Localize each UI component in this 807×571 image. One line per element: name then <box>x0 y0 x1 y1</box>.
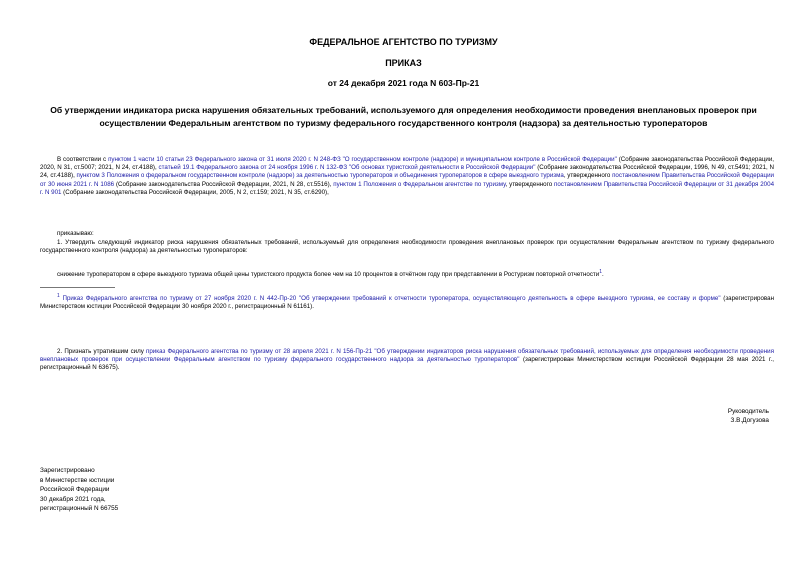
preamble-text: (Собрание законодательства Российской Федерации, 2005, N 2, ст.159; 2021, N 35, ст.6290), <box>61 188 329 196</box>
link-prikaz-442[interactable]: Приказ Федерального агентства по туризму от 27 ноября 2020 г. N 442-Пр-20 "Об утверждении требований к отчетности туроператора, осуществляющего деятельность в сфере выездного туризма, ее составу и форме" <box>62 295 721 303</box>
registration-line: Зарегистрировано <box>40 467 95 474</box>
link-prikaz-156[interactable]: приказ Федерального агентства по туризму от 28 апреля 2021 г. N 156-Пр-21 "Об утверждении индикаторов риска нарушения обязательных требований, используемых для определения необходимости проведения внеплановых проверок при осуществлении Федеральным агентством по туризму федерального государственного надзора за деятельностью туроператоров" <box>40 348 774 364</box>
footnote-separator <box>40 287 115 288</box>
registration-line: Российской Федерации <box>40 486 110 494</box>
preamble-text: , утвержденного <box>505 180 555 188</box>
link-248fz[interactable]: пунктом 1 части 10 статьи 23 Федерального закона от 31 июля 2020 г. N 248-ФЗ "О государственном контроле (надзоре) и муниципальном контроле в Российской Федерации" <box>108 156 617 163</box>
order-word: приказываю: <box>57 230 94 237</box>
document-title: Об утверждении индикатора риска нарушения обязательных требований, используемого для определения необходимости проведения внеплановых проверок при осуществлении Федеральным агентством по туризму федерального государственного контроля (надзора) за деятельностью туроператоров <box>50 105 757 128</box>
item-1: 1. Утвердить следующий индикатор риска нарушения обязательных требований, используемый для определения необходимости проведения внеплановых проверок при осуществлении Федеральным агентством по туризму федерального государственного контроля (надзора) за деятельностью туроператоров: <box>40 239 774 255</box>
link-postanovlenie-901[interactable]: постановлением Правительства Российской Федерации от 31 декабря 2004 г. N 901 <box>40 180 775 196</box>
indicator-text: снижение туроператором в сфере выездного туризма общей цены туристского продукта более чем на 10 процентов в отчётном году при представлении в Ростуризм повторной отчетности$^1$. <box>57 269 604 279</box>
signature-role: Руководитель <box>727 408 769 415</box>
preamble-text: В соответствии с <box>57 156 109 163</box>
link-postanovlenie-1086[interactable]: постановлением Правительства Российской Федерации от 30 июня 2021 г. N 1086 <box>40 172 774 188</box>
footnote-mark[interactable]: 1 <box>57 293 60 299</box>
registration-line: регистрационный N 66755 <box>40 505 119 513</box>
document-type: ПРИКАЗ <box>385 58 422 68</box>
registration-block <box>40 466 118 514</box>
preamble-text: , утвержденного <box>563 172 613 180</box>
link-132fz[interactable]: статьей 19.1 Федерального закона от 24 ноября 1996 г. N 132-ФЗ "Об основах туристской деятельности в Российской Федерации" <box>158 164 536 172</box>
item-2: 2. Признать утратившим силу приказ Федерального агентства по туризму от 28 апреля 2021 г. N 156-Пр-21 "Об утверждении индикаторов риска нарушения обязательных требований, используемых для определения необходимости проведения внеплановых проверок при осуществлении Федеральным агентством по туризму федерального государственного надзора за деятельностью туроператоров" (зарегистрирован Министерством юстиции Российской Федерации 28 мая 2021 г., регистрационный N 63675). <box>40 348 774 372</box>
preamble-text: (Собрание законодательства Российской Федерации, 1996, N 49, ст.5491; 2021, N 24, ст.4188), <box>40 164 775 180</box>
preamble-text: (Собрание законодательства Российской Федерации, 2021, N 28, ст.5516), <box>114 180 334 188</box>
footnote-ref[interactable]: 1 <box>599 269 602 275</box>
footnote: $^1$ Приказ Федерального агентства по туризму от 27 ноября 2020 г. N 442-Пр-20 "Об утверждении требований к отчетности туроператора, осуществляющего деятельность в сфере выездного туризма, ее составу и форме" (зарегистрирован Министерством юстиции Российской Федерации 30 ноября 2020 г., регистрационный N 61161). <box>40 293 775 311</box>
registration-line: в Министерстве юстиции <box>40 476 115 484</box>
agency-heading: ФЕДЕРАЛЬНОЕ АГЕНТСТВО ПО ТУРИЗМУ <box>309 37 498 47</box>
link-polozhenie-agentstvo[interactable]: пунктом 1 Положения о Федеральном агентстве по туризму <box>333 180 506 188</box>
signature-block <box>728 407 769 425</box>
preamble-text: (Собрание законодательства Российской Федерации, 2020, N 31, ст.5007; 2021, N 24, ст.4188), <box>40 156 774 172</box>
registration-line: 30 декабря 2021 года, <box>40 495 106 503</box>
preamble-paragraph <box>40 156 774 197</box>
link-polozhenie-kontrol[interactable]: пунктом 3 Положения о федеральном государственном контроле (надзоре) за деятельностью туроператоров и объединения туроператоров в сфере выездного туризма <box>76 172 564 180</box>
document-date-number: от 24 декабря 2021 года N 603-Пр-21 <box>327 78 480 88</box>
signature-name: З.В.Догузова <box>730 417 769 424</box>
